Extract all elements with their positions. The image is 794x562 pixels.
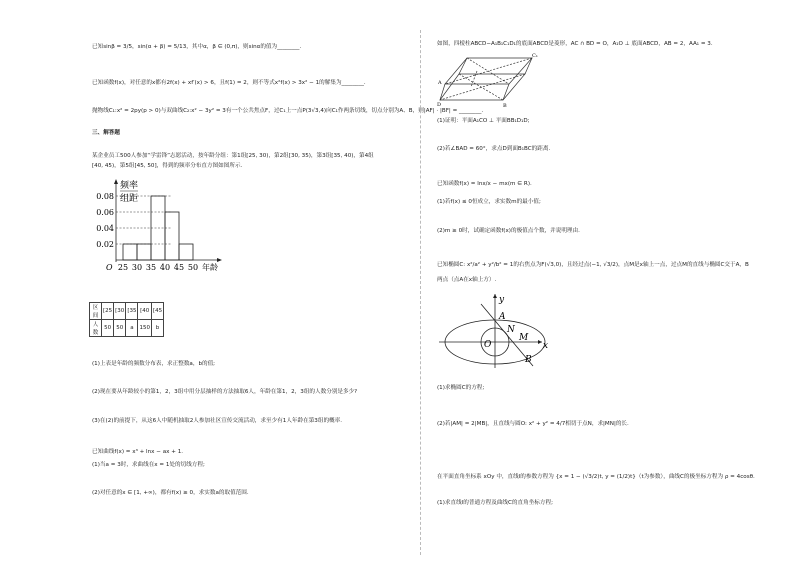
table-cell: [30 [114, 303, 126, 320]
table-cell: [25 [102, 303, 114, 320]
x-tick-label: 40 [159, 263, 171, 272]
table-cell: b [151, 320, 163, 337]
ellipse-label-b: B [525, 355, 532, 365]
y-axis-label: 组距 [120, 194, 139, 204]
prism-label-d: D [437, 102, 442, 108]
x-axis-label: 年龄 [202, 263, 218, 272]
question-function-part2: (2)m ≥ 0时，试确定函数f(x)的极值点个数，并说明理由. [437, 228, 580, 234]
question-ellipse-part1: (1)求椭圆C的方程; [437, 385, 485, 391]
prism-label-b: B [503, 103, 507, 109]
ellipse-label-a: A [499, 312, 506, 322]
question-prism-part2: (2)若∠BAD = 60°，求点D到面B₁BC的距离. [437, 146, 551, 152]
x-tick-label: 30 [131, 263, 143, 272]
table-cell: a [126, 320, 138, 337]
histogram-bar [123, 244, 137, 260]
ellipse-label-x: x [543, 341, 549, 351]
table-cell: [35 [126, 303, 138, 320]
x-tick-label: 35 [145, 263, 157, 272]
ellipse-figure [437, 290, 557, 370]
ellipse-label-y: y [499, 295, 505, 305]
question-curve-part2: (2)对任意的x ∈ [1, +∞)，都有f(x) ≥ 0，求实数a的取值范围. [92, 490, 249, 496]
table-cell: 50 [102, 320, 114, 337]
x-axis-arrow [217, 258, 222, 262]
histogram-bar [165, 212, 179, 260]
question-age-intro-2: [40, 45)，第5组[45, 50]，得到的频率分布直方图如图所示. [92, 163, 243, 169]
prism-figure [437, 50, 537, 108]
table-cell: [45 [151, 303, 163, 320]
ellipse-label-o: O [484, 340, 492, 350]
question-curve-intro: 已知曲线f(x) = x³ + lnx − ax + 1. [92, 449, 184, 455]
table-row [90, 303, 164, 320]
y-axis-arrow [114, 179, 118, 184]
question-ellipse-part2: (2)若|AM| = 2|MB|，且直线与圆O: x² + y² = 4/7相切于点N，求|MN|的长. [437, 421, 629, 427]
table-row [90, 320, 164, 337]
y-axis-label: 频率 [120, 181, 139, 191]
table-cell: 50 [114, 320, 126, 337]
question-age-intro-1: 某企业员工500人参加“学雷锋”志愿活动，按年龄分组：第1组[25, 30)，第2组[30, 35)，第3组[35, 40)，第4组 [92, 153, 374, 159]
frequency-histogram [92, 178, 252, 278]
table-cell: [40 [138, 303, 152, 320]
question-parabola-line1: 抛物线C₁:x² = 2py(p > 0)与双曲线C₂:x² − 3y² = 3有一个公共焦点F，过C₁上一点P(3√3,4)向C₁作两条切线，切点分别为A、B，则|AF| · |BF| = ________. [92, 108, 484, 114]
question-prism-intro: 如图，四棱柱ABCD−A₁B₁C₁D₁的底面ABCD是菱形，AC ∩ BD = O，A₁O ⊥ 底面ABCD，AB = 2，AA₁ = 3. [437, 41, 713, 47]
histogram-bar [179, 244, 193, 260]
question-age-part3: (3)在(2)的前提下，从这6人中随机抽取2人参加社区宣传交流活动，求至少有1人年龄在第3组的概率. [92, 418, 343, 424]
section-heading: 三、解答题 [92, 130, 120, 136]
y-tick-label: 0.04 [96, 224, 114, 233]
question-age-part2: (2)现在要从年龄较小的第1，2，3组中用分层抽样的方法抽取6人，年龄在第1，2，3组的人数分别是多少? [92, 389, 358, 395]
question-age-part1: (1)上表是年龄的频数分布表，求正整数a，b的值; [92, 361, 216, 367]
question-curve-part1: (1)当a = 3时，求曲线在x = 1处的切线方程; [92, 462, 205, 468]
x-tick-label: 50 [187, 263, 199, 272]
question-sin-alpha: 已知sinβ = 3/5，sin(α + β) = 5/13，其中α，β ∈ (0,π)，则sinα的值为________. [92, 44, 302, 50]
table-cell: 区间 [90, 303, 102, 320]
x-tick-label: 45 [173, 263, 185, 272]
ellipse-label-n: N [507, 325, 515, 335]
frequency-table [89, 302, 164, 337]
prism-label-c1: C₁ [532, 53, 538, 59]
x-tick-label: 25 [117, 263, 129, 272]
question-polar-intro: 在平面直角坐标系 xOy 中，直线l的参数方程为 {x = 1 − (√3/2)t, y = (1/2)t}（t为参数），曲线C的极坐标方程为 ρ = 4cosθ. [437, 474, 755, 480]
question-polar-part1: (1)求直线l的普通方程及曲线C的直角坐标方程; [437, 500, 553, 506]
question-ellipse-intro-2: 两点（点A在x轴上方）. [437, 277, 497, 283]
histogram-bar [137, 244, 151, 260]
question-function-part1: (1)若f(x) ≤ 0恒成立，求实数m的最小值; [437, 199, 541, 205]
column-divider [420, 30, 421, 555]
origin-label: O [106, 263, 113, 272]
y-tick-label: 0.02 [96, 240, 114, 249]
prism-label-a: A [438, 80, 442, 86]
question-inequality: 已知函数f(x)，对任意的x都有2f(x) + xf′(x) > 6，且f(1) = 2，则不等式x²f(x) > 3x² − 1的解集为________. [92, 80, 366, 86]
table-cell: 人数 [90, 320, 102, 337]
question-ellipse-intro-1: 已知椭圆C: x²/a² + y²/b² = 1的右焦点为F(√3,0)，且经过点(−1, √3/2)，点M是x轴上一点，过点M的直线与椭圆C交于A，B [437, 262, 749, 268]
question-prism-part1: (1)证明：平面A₁CO ⊥ 平面BB₁D₁D; [437, 118, 530, 124]
y-tick-label: 0.06 [96, 208, 114, 217]
y-tick-label: 0.08 [96, 192, 114, 201]
ellipse-label-m: M [519, 333, 529, 343]
table-cell: 150 [138, 320, 152, 337]
question-function-intro: 已知函数f(x) = lnx/x − mx(m ∈ R). [437, 181, 532, 187]
